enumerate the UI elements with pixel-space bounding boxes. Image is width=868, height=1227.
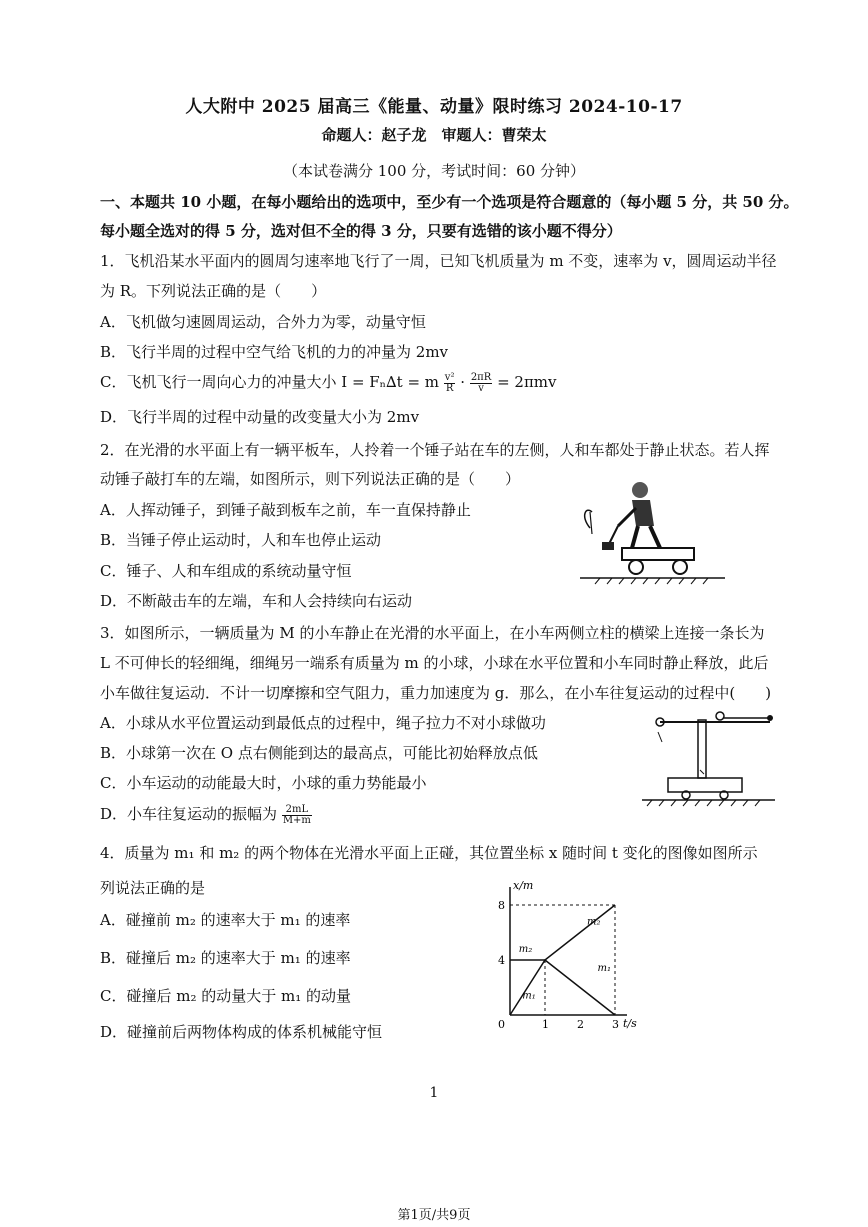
chart-series-label-3: m₁ [597, 963, 611, 974]
q4-xt-chart [490, 870, 640, 1035]
q4-option-a: A．碰撞前 m₂ 的速率大于 m₁ 的速率 [100, 911, 351, 929]
q1-option-a: A．飞机做匀速圆周运动，合外力为零，动量守恒 [100, 313, 426, 331]
q3-option-a: A．小球从水平位置运动到最低点的过程中，绳子拉力不对小球做功 [100, 714, 546, 732]
q3-stem-2: L 不可伸长的轻细绳，细绳另一端系有质量为 m 的小球，小球在水平位置和小车同时静止释放，此后 [100, 654, 769, 672]
x-tick-label-3: 3 [612, 1018, 619, 1031]
q1-option-c [100, 372, 557, 394]
chart-series-label-0: m₂ [518, 943, 533, 955]
q4-option-c: C．碰撞后 m₂ 的动量大于 m₁ 的动量 [100, 987, 352, 1005]
q3-figure-cart-pendulum [640, 702, 780, 810]
q1-fraction-1 [444, 373, 456, 394]
score-info: （本试卷满分 100 分，考试时间：60 分钟） [282, 162, 586, 180]
q3-stem-1: 3．如图所示，一辆质量为 M 的小车静止在光滑的水平面上，在小车两侧立柱的横梁上连接一条长为 [100, 624, 765, 642]
y-tick-label-8: 8 [498, 899, 505, 912]
section-instruction-1: 一、本题共 10 小题，在每小题给出的选项中，至少有一个选项是符合题意的（每小题 5 分，共 50 分。 [100, 193, 799, 211]
q3-frac-num: 2mL [282, 805, 312, 816]
chart-series-label-2: m₂ [587, 916, 601, 928]
q2-option-d: D．不断敲击车的左端，车和人会持续向右运动 [100, 592, 413, 610]
q3-option-d [100, 804, 312, 826]
q2-stem-1: 2．在光滑的水平面上有一辆平板车，人拎着一个锤子站在车的左侧，人和车都处于静止状态。若人挥 [100, 441, 770, 459]
q1-option-d: D．飞行半周的过程中动量的改变量大小为 2mv [100, 408, 420, 426]
q1-frac2-den: v [478, 382, 484, 394]
x-axis-label: t/s [623, 1017, 637, 1030]
x-tick-label-2: 2 [577, 1018, 584, 1031]
x-tick-label-0: 0 [498, 1018, 505, 1031]
q2-option-c: C．锤子、人和车组成的系统动量守恒 [100, 562, 352, 580]
q1-option-c-result: = 2πmv [497, 373, 557, 391]
q1-frac1-num: v² [444, 371, 455, 383]
q1-stem-1: 1．飞机沿某水平面内的圆周匀速率地飞行了一周，已知飞机质量为 m 不变，速率为 v，圆周运动半径 [100, 252, 777, 270]
q4-stem-2: 列说法正确的是 [100, 879, 206, 897]
q1-dot: · [460, 373, 466, 391]
section-instruction-2: 每小题全选对的得 5 分，选对但不全的得 3 分，只要有选错的该小题不得分） [100, 222, 622, 240]
page-footer: 第1页/共9页 [397, 1208, 471, 1223]
q2-option-a: A．人挥动锤子，到锤子敲到板车之前，车一直保持静止 [100, 501, 471, 519]
authors-line: 命题人：赵子龙 审题人：曹荣太 [321, 126, 547, 144]
q3-frac-den: M+m [282, 814, 311, 826]
q1-stem-2: 为 R。下列说法正确的是（ ） [100, 282, 327, 300]
y-tick-label-4: 4 [498, 954, 505, 967]
chart-series-label-1: m₁ [522, 990, 536, 1002]
x-tick-label-1: 1 [542, 1018, 549, 1031]
q1-frac2-num: 2πR [470, 371, 492, 383]
q3-fraction [282, 805, 312, 826]
q3-option-d-text: D．小车往复运动的振幅为 [100, 805, 278, 823]
q1-option-b: B．飞行半周的过程中空气给飞机的力的冲量为 2mv [100, 343, 449, 361]
q3-stem-3: 小车做往复运动．不计一切摩擦和空气阻力，重力加速度为 g．那么，在小车往复运动的过程中( ) [100, 684, 772, 702]
q2-option-b: B．当锤子停止运动时，人和车也停止运动 [100, 531, 382, 549]
q2-stem-2: 动锤子敲打车的左端，如图所示，则下列说法正确的是（ ） [100, 470, 521, 488]
page-title: 人大附中 2025 届高三《能量、动量》限时练习 2024-10-17 [185, 97, 683, 117]
q1-option-c-text: C．飞机飞行一周向心力的冲量大小 I = Fₙ∆t = m [100, 373, 440, 391]
q4-stem-1: 4．质量为 m₁ 和 m₂ 的两个物体在光滑水平面上正碰，其位置坐标 x 随时间 t 变化的图像如图所示 [100, 844, 758, 862]
y-axis-label: x/m [513, 879, 534, 892]
q3-option-c: C．小车运动的动能最大时，小球的重力势能最小 [100, 774, 427, 792]
q4-option-b: B．碰撞后 m₂ 的速率大于 m₁ 的速率 [100, 949, 351, 967]
q4-option-d: D．碰撞前后两物体构成的体系机械能守恒 [100, 1023, 383, 1041]
q1-fraction-2 [470, 373, 492, 394]
page-number: 1 [429, 1085, 439, 1101]
q1-frac1-den: R [445, 382, 454, 394]
q3-option-b: B．小球第一次在 O 点右侧能到达的最高点，可能比初始释放点低 [100, 744, 538, 762]
q2-figure-hammer-cart [570, 478, 730, 586]
